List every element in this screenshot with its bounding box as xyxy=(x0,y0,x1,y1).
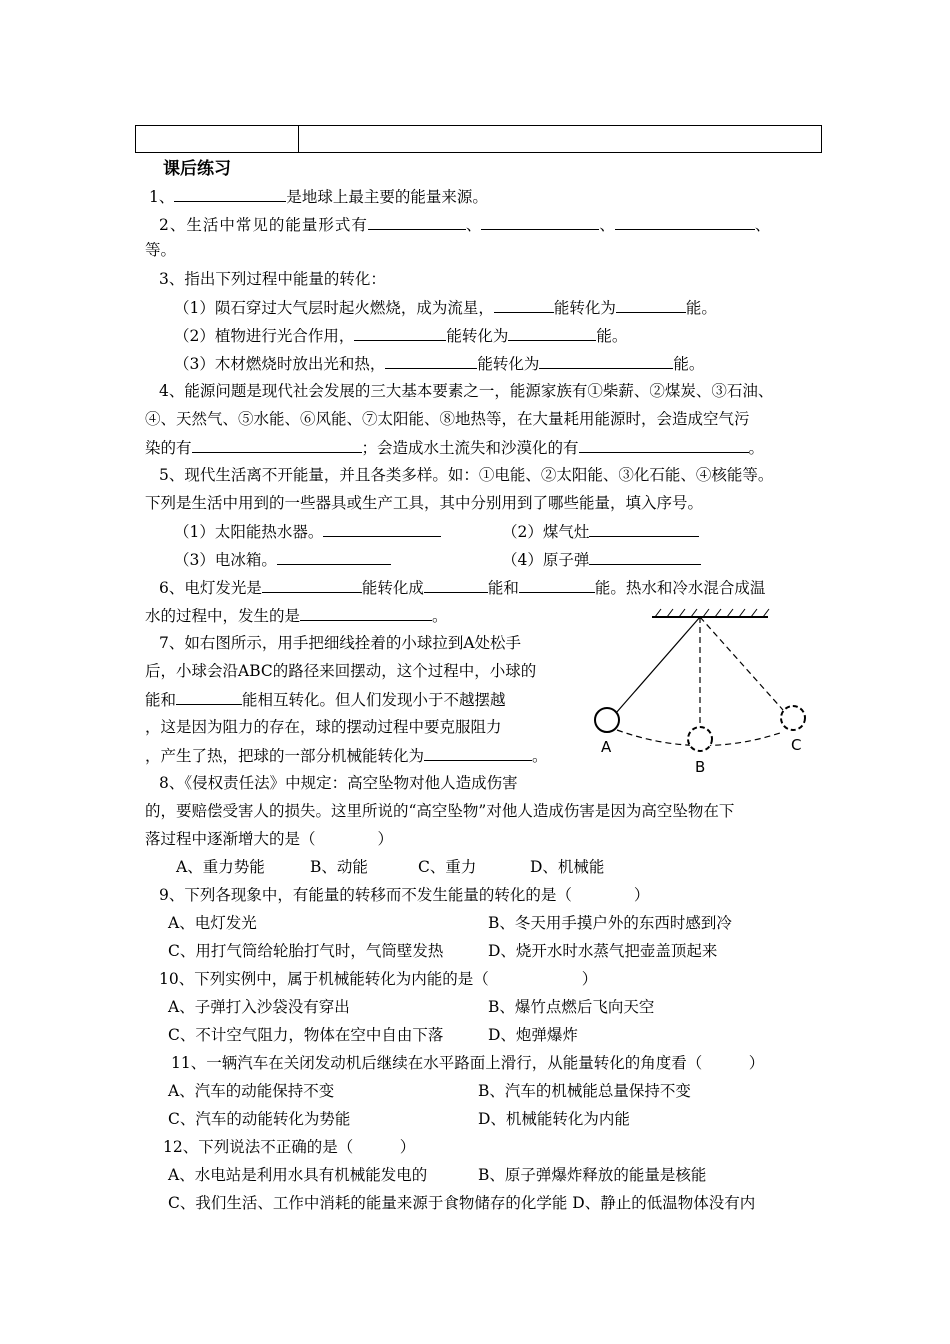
q7-line-3: 能和 能相互转化。但人们发现小于不越摆越 xyxy=(145,688,506,711)
q9-option-a[interactable]: A、电灯发光 xyxy=(168,914,257,932)
q10-option-c[interactable]: C、不计空气阻力，物体在空中自由下落 xyxy=(168,1026,444,1044)
q12-option-c[interactable]: C、我们生活、工作中消耗的能量来源于食物储存的化学能 D、静止的低温物体没有内 xyxy=(168,1194,756,1212)
ceiling-hatch xyxy=(655,609,769,617)
q3-blank[interactable] xyxy=(494,296,554,313)
header-table xyxy=(135,125,822,153)
q5-item-3: （3）电冰箱。 xyxy=(174,548,391,571)
q11-option-c[interactable]: C、汽车的动能转化为势能 xyxy=(168,1110,351,1128)
q4-line-3: 染的有 ；会造成水土流失和沙漠化的有 。 xyxy=(145,436,764,459)
q3-item-1: （1）陨石穿过大气层时起火燃烧，成为流星， 能转化为 能。 xyxy=(174,296,717,319)
q11-stem: 11、一辆汽车在关闭发动机后继续在水平路面上滑行，从能量转化的角度看（ ） xyxy=(171,1054,765,1072)
q10-option-b[interactable]: B、爆竹点燃后飞向天空 xyxy=(488,998,655,1016)
q3-stem: 3、指出下列过程中能量的转化： xyxy=(159,270,386,288)
q5-line-2: 下列是生活中用到的一些器具或生产工具，其中分别用到了哪些能量，填入序号。 xyxy=(145,494,704,512)
q5-blank[interactable] xyxy=(589,520,699,537)
q5-line-1: 5、现代生活离不开能量，并且各类多样。如：①电能、②太阳能、③化石能、④核能等。 xyxy=(159,466,774,484)
pendulum-figure xyxy=(585,600,815,785)
q12-option-a[interactable]: A、水电站是利用水具有机械能发电的 xyxy=(168,1166,428,1184)
q4-line-1: 4、能源问题是现代社会发展的三大基本要素之一，能源家族有①柴薪、②煤炭、③石油、 xyxy=(159,382,774,400)
q6-blank[interactable] xyxy=(519,576,595,593)
q9-stem: 9、下列各现象中，有能量的转移而不发生能量的转化的是（ ） xyxy=(159,886,650,904)
q3-blank[interactable] xyxy=(616,296,686,313)
question-2: 2、生活中常见的能量形式有 、 、 、 xyxy=(145,213,770,236)
q5-item-1: （1）太阳能热水器。 xyxy=(174,520,441,543)
q7-line-5: ，产生了热，把球的一部分机械能转化为 。 xyxy=(145,744,548,767)
q2-blank-3[interactable] xyxy=(615,213,755,230)
q11-option-a[interactable]: A、汽车的动能保持不变 xyxy=(168,1082,335,1100)
q8-line-1: 8、《侵权责任法》中规定：高空坠物对他人造成伤害 xyxy=(159,774,518,792)
q5-blank[interactable] xyxy=(323,520,441,537)
q8-option-b[interactable]: B、动能 xyxy=(310,858,368,876)
q3-item-2: （2）植物进行光合作用， 能转化为 能。 xyxy=(174,324,627,347)
q6-blank[interactable] xyxy=(262,576,362,593)
label-b: B xyxy=(695,758,706,776)
q6-line-1: 6、电灯发光是 能转化成 能和 能。热水和冷水混合成温 xyxy=(145,576,765,599)
q11-option-b[interactable]: B、汽车的机械能总量保持不变 xyxy=(478,1082,691,1100)
q10-option-a[interactable]: A、子弹打入沙袋没有穿出 xyxy=(168,998,350,1016)
q3-item-3: （3）木材燃烧时放出光和热， 能转化为 能。 xyxy=(174,352,704,375)
q8-option-c[interactable]: C、重力 xyxy=(418,858,477,876)
q3-blank[interactable] xyxy=(508,324,596,341)
q11-option-d[interactable]: D、机械能转化为内能 xyxy=(478,1110,630,1128)
string-c xyxy=(700,617,783,710)
ball-b xyxy=(688,727,712,751)
q8-option-d[interactable]: D、机械能 xyxy=(530,858,605,876)
header-table-divider xyxy=(298,126,299,152)
ball-c xyxy=(781,706,805,730)
q3-blank[interactable] xyxy=(354,324,446,341)
q10-option-d[interactable]: D、炮弹爆炸 xyxy=(488,1026,578,1044)
q4-blank[interactable] xyxy=(192,436,362,453)
q7-blank[interactable] xyxy=(424,744,532,761)
q7-line-2: 后，小球会沿ABC的路径来回摆动，这个过程中，小球的 xyxy=(145,662,537,680)
q12-option-b[interactable]: B、原子弹爆炸释放的能量是核能 xyxy=(478,1166,707,1184)
q8-line-3: 落过程中逐渐增大的是（ ） xyxy=(145,830,394,848)
q2-blank-1[interactable] xyxy=(368,213,466,230)
q7-blank[interactable] xyxy=(176,688,242,705)
q2-blank-2[interactable] xyxy=(481,213,599,230)
q10-stem: 10、下列实例中，属于机械能转化为内能的是（ ） xyxy=(159,970,598,988)
q1-blank[interactable] xyxy=(174,185,286,202)
q5-blank[interactable] xyxy=(277,548,391,565)
q9-option-b[interactable]: B、冬天用手摸户外的东西时感到冷 xyxy=(488,914,732,932)
q12-stem: 12、下列说法不正确的是（ ） xyxy=(163,1138,416,1156)
q7-line-1: 7、如右图所示，用手把细线拴着的小球拉到A处松手 xyxy=(159,634,522,652)
q9-option-d[interactable]: D、烧开水时水蒸气把壶盖顶起来 xyxy=(488,942,718,960)
q9-option-c[interactable]: C、用打气筒给轮胎打气时，气筒壁发热 xyxy=(168,942,444,960)
q3-blank[interactable] xyxy=(539,352,673,369)
ball-a xyxy=(595,708,619,732)
label-c: C xyxy=(791,736,802,754)
q3-blank[interactable] xyxy=(385,352,477,369)
q2-tail: 等。 xyxy=(145,241,177,259)
string-a xyxy=(616,617,700,713)
q6-line-2: 水的过程中，发生的是 。 xyxy=(145,604,448,627)
q8-line-2: 的，要赔偿受害人的损失。这里所说的“高空坠物”对他人造成伤害是因为高空坠物在下 xyxy=(145,802,735,820)
q4-line-2: ④、天然气、⑤水能、⑥风能、⑦太阳能、⑧地热等，在大量耗用能源时，会造成空气污 xyxy=(145,410,750,428)
question-1: 1、 是地球上最主要的能量来源。 xyxy=(145,185,488,208)
q5-blank[interactable] xyxy=(589,548,701,565)
label-a: A xyxy=(601,738,612,756)
q4-blank[interactable] xyxy=(579,436,749,453)
q6-blank[interactable] xyxy=(424,576,488,593)
q7-line-4: ，这是因为阻力的存在，球的摆动过程中要克服阻力 xyxy=(145,718,502,736)
q8-option-a[interactable]: A、重力势能 xyxy=(176,858,265,876)
q5-item-2: （2）煤气灶 xyxy=(502,520,699,543)
section-title: 课后练习 xyxy=(163,159,231,179)
q6-blank[interactable] xyxy=(300,604,432,621)
q5-item-4: （4）原子弹 xyxy=(502,548,701,571)
